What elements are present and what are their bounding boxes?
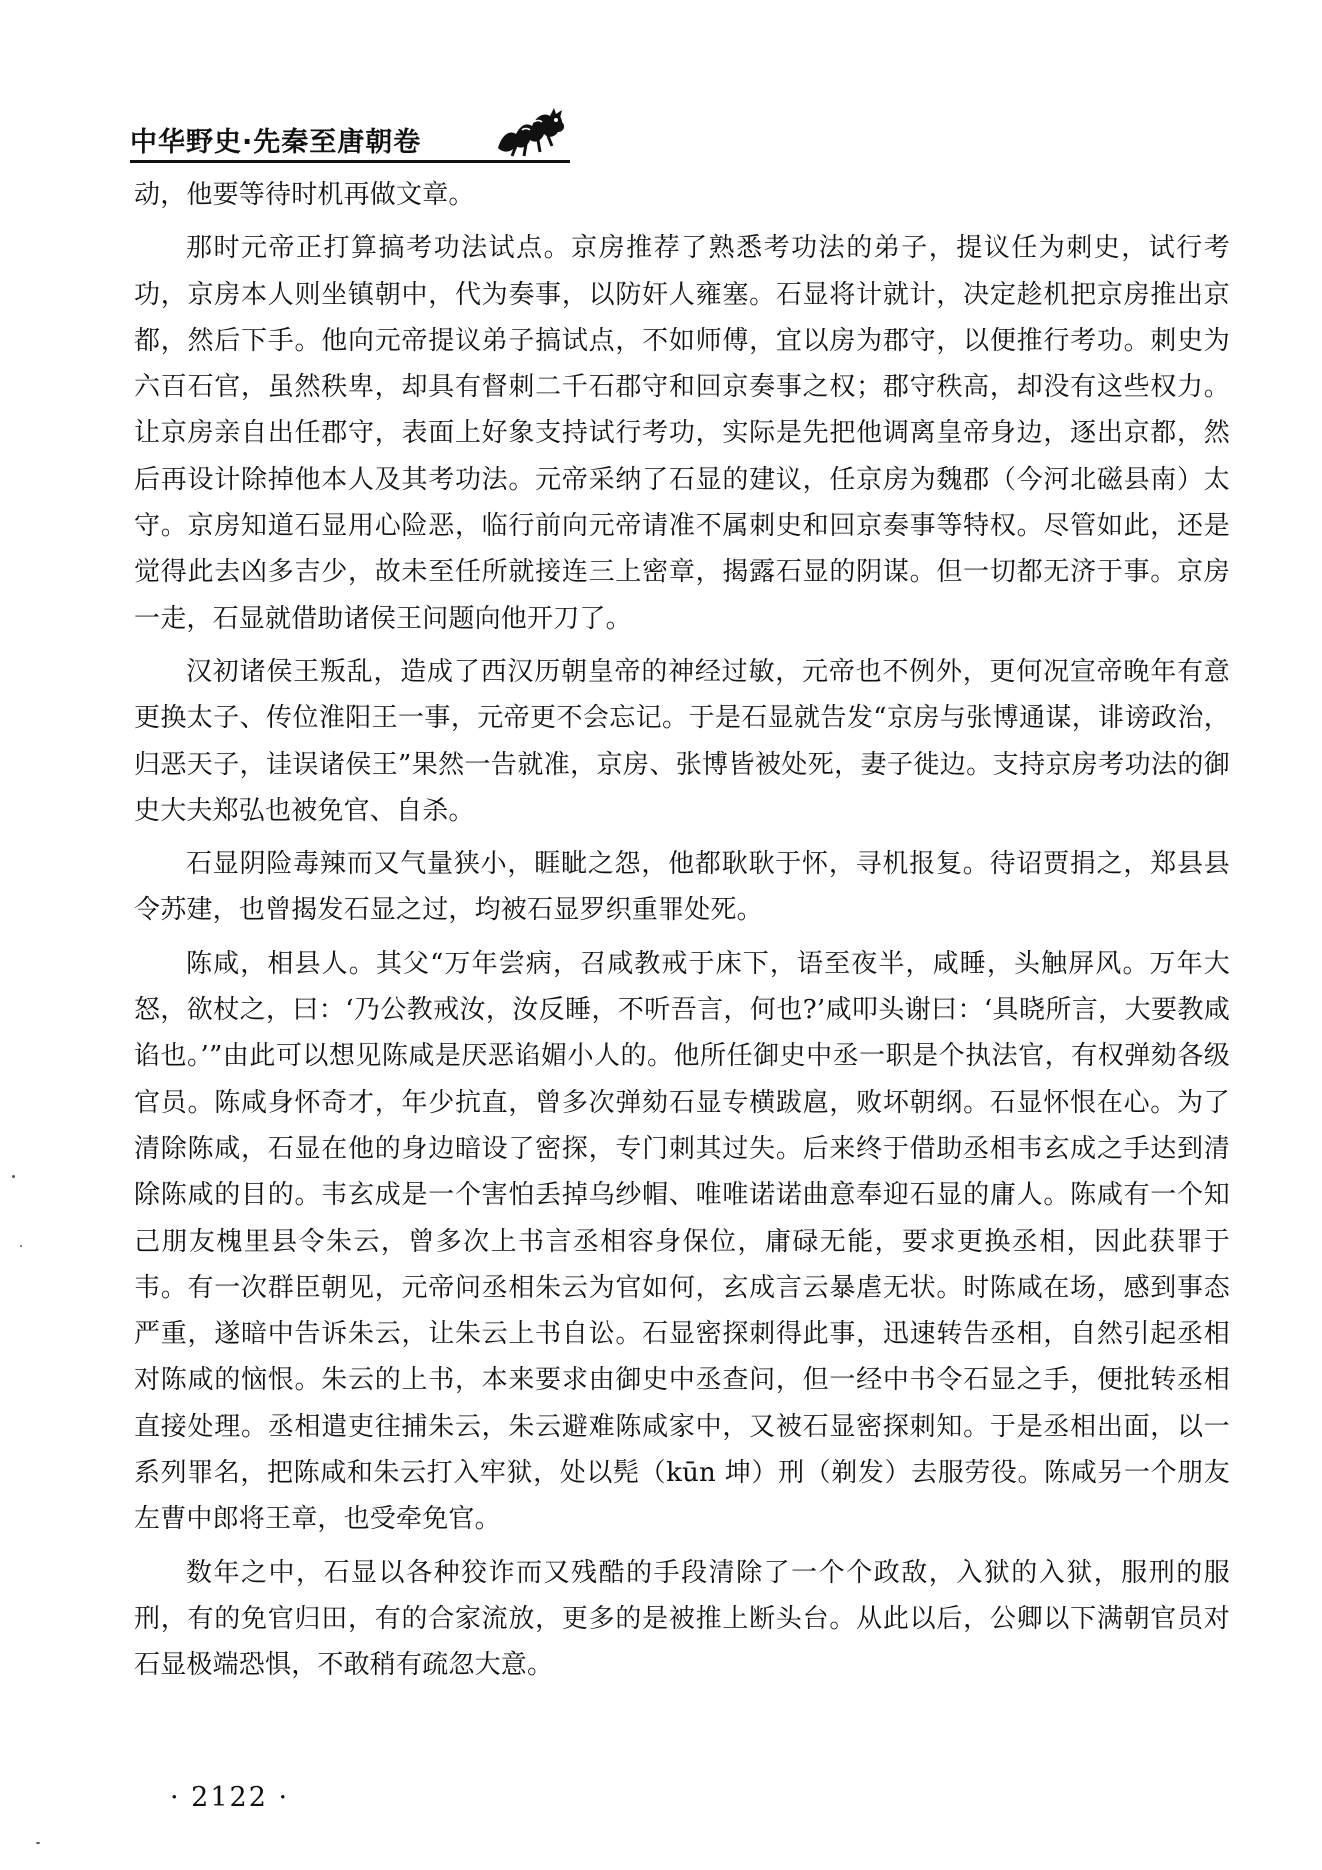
scan-speck bbox=[36, 1842, 40, 1844]
paragraph: 数年之中，石显以各种狡诈而又残酷的手段清除了一个个政敌，入狱的入狱，服刑的服刑，有的免官归田，有的合家流放，更多的是被推上断头台。从此以后，公卿以下满朝官员对石显极端恐惧，不敢稍有疏忽大意。 bbox=[134, 1557, 1230, 1681]
paragraph: 动，他要等待时机再做文章。 bbox=[134, 180, 475, 210]
header-rule bbox=[130, 160, 570, 163]
paragraph: 陈咸，相县人。其父“万年尝病，召咸教戒于床下，语至夜半，咸睡，头触屏风。万年大怒，欲杖之，曰：‘乃公教戒汝，汝反睡，不听吾言，何也?’咸叩头谢曰：‘具晓所言，大要教咸谄也。’”由此可以想见陈咸是厌恶谄媚小人的。他所任御史中丞一职是个执法官，有权弹劾各级官员。陈咸身怀奇才，年少抗直，曾多次弹劾石显专横跋扈，败坏朝纲。石显怀恨在心。为了清除陈咸，石显在他的身边暗设了密探，专门刺其过失。后来终于借助丞相韦玄成之手达到清除陈咸的目的。韦玄成是一个害怕丢掉乌纱帽、唯唯诺诺曲意奉迎石显的庸人。陈咸有一个知己朋友槐里县令朱云，曾多次上书言丞相容身保位，庸碌无能，要求更换丞相，因此获罪于韦。有一次群臣朝见，元帝问丞相朱云为官如何，玄成言云暴虐无状。时陈咸在场，感到事态严重，遂暗中告诉朱云，让朱云上书自讼。石显密探刺得此事，迅速转告丞相，自然引起丞相对陈咸的恼恨。朱云的上书，本来要求由御史中丞查问，但一经中书令石显之手，便批转丞相直接处理。丞相遣吏往捕朱云，朱云避难陈咸家中，又被石显密探刺知。于是丞相出面，以一系列罪名，把陈咸和朱云打入牢狱，处以髡（kūn 坤）刑（剃发）去服劳役。陈咸另一个朋友左曹中郎将王章，也受牵免官。 bbox=[134, 948, 1230, 1535]
dragon-icon bbox=[492, 104, 570, 162]
paragraph: 汉初诸侯王叛乱，造成了西汉历朝皇帝的神经过敏，元帝也不例外，更何况宣帝晚年有意更换太子、传位淮阳王一事，元帝更不会忘记。于是石显就告发“京房与张博通谋，诽谤政治，归恶天子，诖误诸侯王”果然一告就准，京房、张博皆被处死，妻子徙边。支持京房考功法的御史大夫郑弘也被免官、自杀。 bbox=[134, 656, 1230, 826]
book-title: 中华野史·先秦至唐朝卷 bbox=[130, 127, 422, 158]
scan-speck bbox=[20, 1245, 22, 1247]
body-text bbox=[134, 172, 1230, 1696]
running-header bbox=[130, 108, 570, 164]
paragraph: 石显阴险毒辣而又气量狭小，睚眦之怨，他都耿耿于怀，寻机报复。待诏贾捐之，郑县县令苏建，也曾揭发石显之过，均被石显罗织重罪处死。 bbox=[134, 849, 1230, 926]
paragraph: 那时元帝正打算搞考功法试点。京房推荐了熟悉考功法的弟子，提议任为刺史，试行考功，京房本人则坐镇朝中，代为奏事，以防奸人雍塞。石显将计就计，决定趁机把京房推出京都，然后下手。他向元帝提议弟子搞试点，不如师傅，宜以房为郡守，以便推行考功。刺史为六百石官，虽然秩卑，却具有督刺二千石郡守和回京奏事之权；郡守秩高，却没有这些权力。让京房亲自出任郡守，表面上好象支持试行考功，实际是先把他调离皇帝身边，逐出京都，然后再设计除掉他本人及其考功法。元帝采纳了石显的建议，任京房为魏郡（今河北磁县南）太守。京房知道石显用心险恶，临行前向元帝请准不属刺史和回京奏事等特权。尽管如此，还是觉得此去凶多吉少，故未至任所就接连三上密章，揭露石显的阴谋。但一切都无济于事。京房一走，石显就借助诸侯王问题向他开刀了。 bbox=[134, 233, 1230, 634]
scan-speck bbox=[12, 1175, 15, 1178]
page-number: · 2122 · bbox=[170, 1782, 290, 1813]
